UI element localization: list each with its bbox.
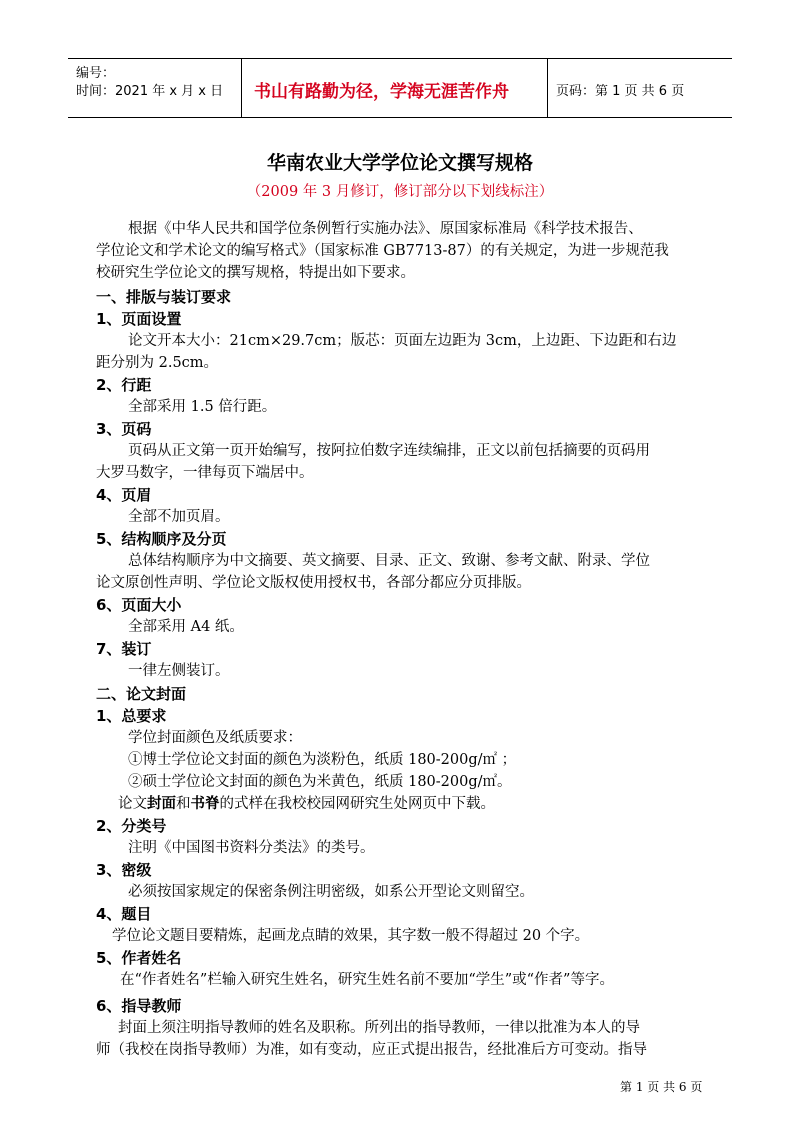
section-2-1-heading: 1、总要求	[96, 707, 167, 725]
section-1-3-line-1: 页码从正文第一页开始编写，按阿拉伯数字连续编排，正文以前包括摘要的页码用	[128, 443, 650, 459]
header-number-label: 编号：	[76, 66, 116, 81]
download-bold-cover: 封面	[147, 796, 176, 812]
section-2-3-line-1: 必须按国家规定的保密条例注明密级，如系公开型论文则留空。	[128, 884, 534, 900]
download-bold-spine: 书脊	[190, 796, 220, 812]
section-2-3-heading: 3、密级	[96, 861, 152, 879]
section-2-4-line-1: 学位论文题目要精炼，起画龙点睛的效果，其字数一般不得超过 20 个字。	[112, 928, 590, 944]
section-2-2-line-1: 注明《中国图书资料分类法》的类号。	[128, 840, 375, 856]
header-page-label: 页码：第 1 页 共 6 页	[556, 84, 685, 99]
intro-line-2: 学位论文和学术论文的编写格式》（国家标准 GB7713-87）的有关规定，为进一步规范我	[96, 243, 669, 259]
section-1-5-line-1: 总体结构顺序为中文摘要、英文摘要、目录、正文、致谢、参考文献、附录、学位	[128, 553, 650, 569]
section-2-1-download-line	[118, 793, 495, 815]
document-subtitle: （2009 年 3 月修订，修订部分以下划线标注）	[246, 184, 554, 200]
section-2-1-line-2: ①博士学位论文封面的颜色为淡粉色，纸质 180-200g/㎡ ；	[128, 752, 517, 768]
intro-line-1: 根据《中华人民共和国学位条例暂行实施办法》、原国家标准局《科学技术报告、	[128, 221, 643, 237]
download-pre: 论文	[118, 796, 147, 812]
section-1-heading: 一、排版与装订要求	[96, 288, 232, 306]
section-1-7-line-1: 一律左侧装订。	[128, 663, 230, 679]
section-1-5-heading: 5、结构顺序及分页	[96, 530, 227, 548]
section-1-1-heading: 1、页面设置	[96, 310, 182, 328]
section-1-1-line-2: 距分别为 2.5cm。	[96, 355, 219, 371]
header-top-rule	[68, 58, 732, 59]
section-2-1-line-1: 学位封面颜色及纸质要求：	[128, 730, 302, 746]
header-divider-right	[547, 58, 548, 118]
section-2-5-line-1: 在“作者姓名”栏输入研究生姓名，研究生姓名前不要加“学生”或“作者”等字。	[120, 972, 614, 988]
section-2-5-heading: 5、作者姓名	[96, 949, 182, 967]
download-mid: 和	[176, 796, 191, 812]
section-1-7-heading: 7、装订	[96, 640, 152, 658]
header-divider-left	[241, 58, 242, 118]
section-1-6-heading: 6、页面大小	[96, 596, 182, 614]
section-2-heading: 二、论文封面	[96, 685, 187, 703]
section-1-5-line-2: 论文原创性声明、学位论文版权使用授权书，各部分都应分页排版。	[96, 575, 531, 591]
page-footer: 第 1 页 共 6 页	[620, 1080, 703, 1094]
section-2-6-line-2: 师（我校在岗指导教师）为准，如有变动，应正式提出报告，经批准后方可变动。指导	[96, 1042, 647, 1058]
download-post: 的式样在我校校园网研究生处网页中下载。	[219, 796, 495, 812]
document-title: 华南农业大学学位论文撰写规格	[266, 152, 533, 174]
section-1-3-line-2: 大罗马数字，一律每页下端居中。	[96, 465, 314, 481]
section-2-6-line-1: 封面上须注明指导教师的姓名及职称。所列出的指导教师，一律以批准为本人的导	[118, 1020, 640, 1036]
header-time-label: 时间：2021 年 x 月 x 日	[76, 84, 224, 99]
section-2-1-line-3: ②硕士学位论文封面的颜色为米黄色，纸质 180-200g/㎡。	[128, 774, 512, 790]
section-1-4-heading: 4、页眉	[96, 486, 152, 504]
section-2-2-heading: 2、分类号	[96, 817, 167, 835]
header-bottom-rule	[68, 117, 732, 118]
header-slogan: 书山有路勤为径，学海无涯苦作舟	[254, 82, 509, 102]
section-1-1-line-1: 论文开本大小：21cm×29.7cm；版芯：页面左边距为 3cm，上边距、下边距和右边	[128, 333, 677, 349]
section-1-4-line-1: 全部不加页眉。	[128, 509, 230, 525]
intro-line-3: 校研究生学位论文的撰写规格，特提出如下要求。	[96, 265, 415, 281]
section-1-2-heading: 2、行距	[96, 376, 152, 394]
section-1-6-line-1: 全部采用 A4 纸。	[128, 619, 244, 635]
section-2-6-heading: 6、指导教师	[96, 997, 182, 1015]
section-1-2-line-1: 全部采用 1.5 倍行距。	[128, 399, 277, 415]
section-2-4-heading: 4、题目	[96, 905, 152, 923]
section-1-3-heading: 3、页码	[96, 420, 152, 438]
